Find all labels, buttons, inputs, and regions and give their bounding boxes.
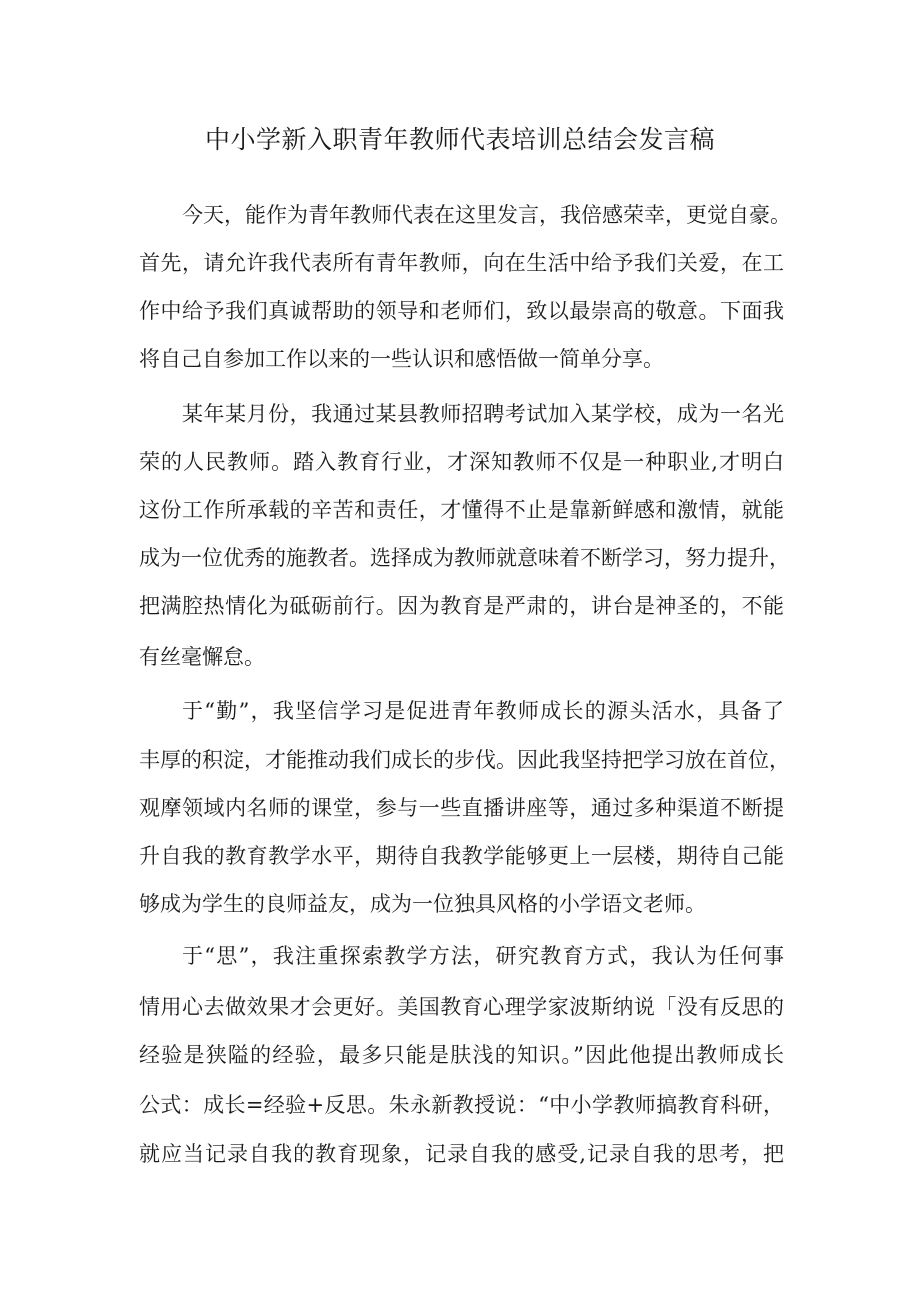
paragraph-line: 情用心去做效果才会更好。美国教育心理学家波斯纳说「没有反思的 (139, 995, 784, 1019)
paragraph-line: 今天，能作为青年教师代表在这里发言，我倍感荣幸，更觉自豪。 (182, 203, 791, 227)
paragraph-line: 成为一位优秀的施教者。选择成为教师就意味着不断学习，努力提升， (139, 546, 790, 570)
paragraph-line: 经验是狭隘的经验，最多只能是肤浅的知识。”因此他提出教师成长 (139, 1043, 784, 1067)
paragraph-line: 够成为学生的良师益友，成为一位独具风格的小学语文老师。 (139, 892, 706, 916)
paragraph-line: 荣的人民教师。踏入教育行业，才深知教师不仅是一种职业,才明白 (139, 450, 784, 474)
paragraph-line: 有丝毫懈怠。 (139, 645, 265, 669)
paragraph-line: 某年某月份，我通过某县教师招聘考试加入某学校，成为一名光 (182, 402, 784, 426)
paragraph-line: 作中给予我们真诚帮助的领导和老师们，致以最崇高的敬意。下面我 (139, 299, 784, 323)
paragraph-line: 丰厚的积淀，才能推动我们成长的步伐。因此我坚持把学习放在首位， (139, 748, 790, 772)
paragraph-line: 就应当记录自我的教育现象，记录自我的感受,记录自我的思考，把 (139, 1142, 784, 1166)
document-title: 中小学新入职青年教师代表培训总结会发言稿 (204, 125, 715, 154)
paragraph-line: 首先，请允许我代表所有青年教师，向在生活中给予我们关爱，在工 (139, 251, 784, 275)
paragraph-line: 观摩领域内名师的课堂，参与一些直播讲座等，通过多种渠道不断提 (139, 796, 784, 820)
paragraph-line: 于“勤”，我坚信学习是促进青年教师成长的源头活水，具备了 (182, 699, 784, 723)
paragraph-line: 这份工作所承载的辛苦和责任，才懂得不止是靠新鲜感和激情，就能 (139, 498, 784, 522)
paragraph-line: 将自己自参加工作以来的一些认识和感悟做一简单分享。 (139, 347, 664, 371)
paragraph-line: 把满腔热情化为砥砺前行。因为教育是严肃的，讲台是神圣的，不能 (139, 594, 784, 618)
paragraph-line: 升自我的教育教学水平，期待自我教学能够更上一层楼，期待自己能 (139, 844, 784, 868)
paragraph-line: 于“思”，我注重探索教学方法，研究教育方式，我认为任何事 (182, 944, 784, 968)
paragraph-line: 公式：成长=经验+反思。朱永新教授说：“中小学教师搞教育科研， (139, 1093, 784, 1117)
